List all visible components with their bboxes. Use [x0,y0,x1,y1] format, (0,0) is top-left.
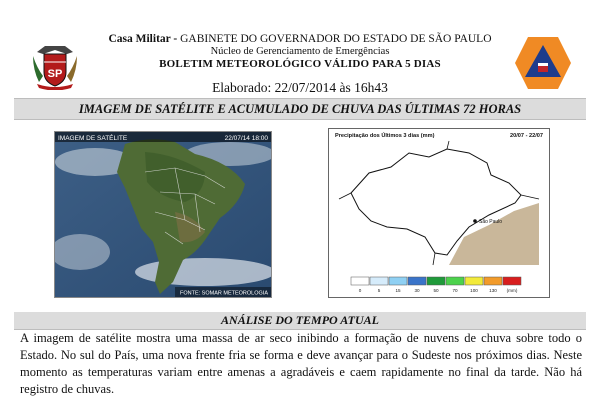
satellite-label: IMAGEM DE SATÉLITE [58,135,128,142]
legend-swatch [503,277,521,285]
legend-swatch [389,277,407,285]
legend-tick-label: 70 [452,288,458,293]
analysis-paragraph: A imagem de satélite mostra uma massa de ar seco inibindo a formação de nuvens de chuva sobre todo o Estado. No sul do País, uma nova frente fria se forma e deve avançar para o Sudeste nos próximos dias. Neste momento as temperaturas variam entre amenas a agradáveis e caem rapidamente no final da tarde. Não há registro de chuvas. [20,331,582,396]
rain-accumulation-map [328,128,550,298]
legend-swatch [427,277,445,285]
legend-tick-label: 0 [358,288,362,293]
legend-tick-label: 130 [489,288,497,293]
organization-name: GABINETE DO GOVERNADOR DO ESTADO DE SÃO PAULO [177,33,492,45]
rain-legend [351,277,521,293]
organization-header [0,33,600,45]
logo-letters: SP [47,68,63,80]
legend-tick-label: 50 [433,288,439,293]
legend-tick-label: 5 [377,288,381,293]
legend-swatch [484,277,502,285]
satellite-timestamp: 22/07/14 18:00 [224,135,268,142]
rain-map-title: Precipitação dos Últimos 3 dias (mm) [335,133,435,139]
bulletin-title: BOLETIM METEOROLÓGICO VÁLIDO PARA 5 DIAS [159,58,441,70]
satellite-credit: FONTE: SOMAR METEOROLOGIA [179,290,268,297]
header-subtitle: Núcleo de Gerenciamento de Emergências [210,46,390,57]
legend-swatch [351,277,369,285]
legend-swatch [370,277,388,285]
rain-map-period: 20/07 - 22/07 [510,133,543,139]
legend-swatch [408,277,426,285]
legend-tick-label: 100 [470,288,478,293]
organization-bold: Casa Militar - [108,33,178,45]
satellite-image [54,131,272,298]
elaborated-date: Elaborado: 22/07/2014 às 16h43 [212,80,388,95]
legend-tick-label: 15 [395,288,401,293]
legend-tick-label: (mm) [506,288,518,293]
city-label-sao-paulo: São Paulo [479,219,503,225]
legend-swatch [465,277,483,285]
legend-tick-label: 30 [414,288,420,293]
section-title-satellite: IMAGEM DE SATÉLITE E ACUMULADO DE CHUVA DAS ÚLTIMAS 72 HORAS [14,98,586,120]
section-title-analysis: ANÁLISE DO TEMPO ATUAL [14,312,586,330]
legend-swatch [446,277,464,285]
